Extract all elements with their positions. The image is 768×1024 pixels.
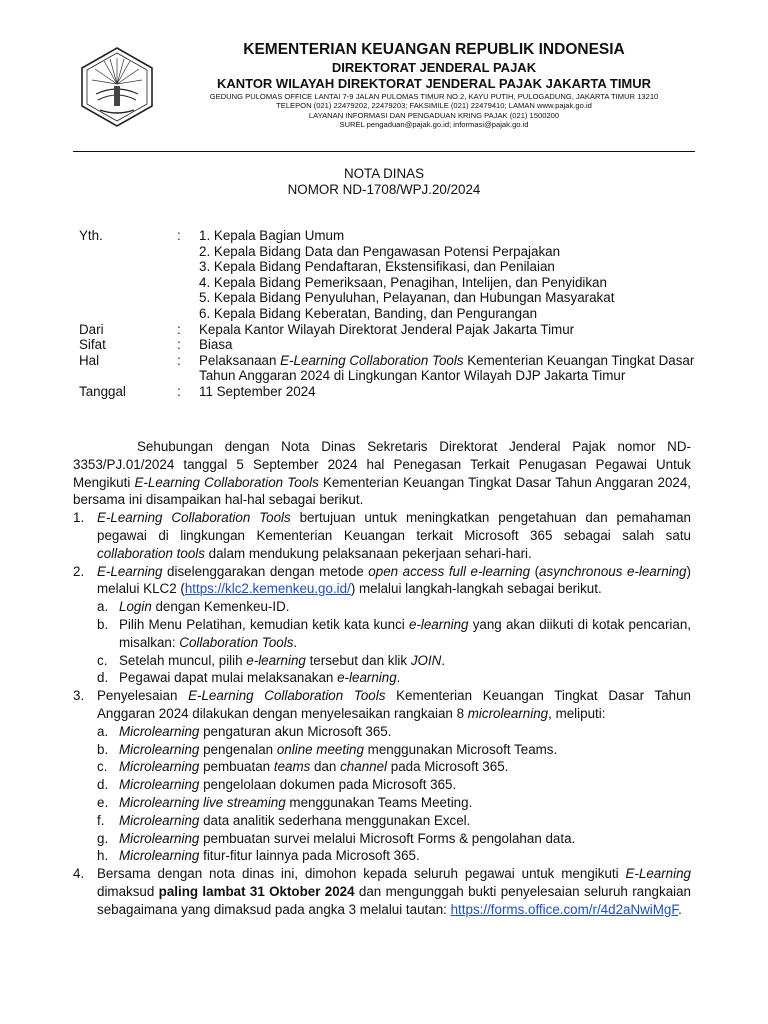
subject-row [79, 353, 697, 384]
text: E-Learning [97, 563, 163, 579]
colon: : [177, 337, 181, 353]
text: . [396, 670, 401, 686]
text: Microlearning [119, 759, 200, 775]
recipient-item: 5. Kepala Bidang Penyuluhan, Pelayanan, dan Hubungan Masyarakat [199, 290, 615, 306]
colon: : [177, 383, 181, 399]
text: E-Learning Collaboration Tools [188, 688, 386, 704]
item-text [119, 758, 691, 776]
text: E-Learning Collaboration Tools [134, 474, 319, 490]
item-letter: h. [97, 848, 109, 864]
recipient-item: 2. Kepala Bidang Data dan Pengawasan Potensi Perpajakan [199, 243, 561, 259]
hal-text: Kementerian Keuangan Tingkat Dasar Tahun Anggaran 2024 di Lingkungan Kantor Wilayah DJP Jakarta Timur [199, 352, 695, 384]
text: Microlearning [119, 812, 200, 828]
text: channel [340, 759, 388, 775]
step-text [119, 616, 691, 652]
text: dimaksud [97, 883, 159, 899]
text: fitur-fitur lainnya pada Microsoft 365. [199, 848, 420, 864]
text: Kementerian Keuangan Tingkat Dasar Tahun Anggaran 2024 dilakukan dengan menyelesaikan rangkaian 8 [97, 688, 691, 721]
step-a [97, 598, 691, 616]
item-letter: c. [97, 759, 108, 775]
microlearning-c [97, 758, 691, 776]
text: dengan Kemenkeu-ID. [151, 599, 290, 615]
text: microlearning [467, 705, 549, 721]
document-title [73, 166, 695, 198]
point-3 [73, 687, 691, 865]
text: ) melalui langkah-langkah sebagai berikut. [350, 581, 602, 597]
dari-value: Kepala Kantor Wilayah Direktorat Jenderal Pajak Jakarta Timur [199, 321, 575, 337]
point-1 [73, 509, 691, 562]
letterhead-divider [73, 151, 695, 152]
hal-italic: E-Learning Collaboration Tools [280, 352, 464, 368]
text: E-Learning Collaboration Tools [97, 510, 291, 526]
text: . [293, 634, 298, 650]
point-2-lead [97, 563, 691, 599]
step-letter: b. [97, 616, 109, 632]
text: Microlearning [119, 723, 200, 739]
sender-row [79, 322, 697, 338]
item-letter: a. [97, 723, 109, 739]
item-text [119, 794, 691, 812]
text: , meliputi: [548, 705, 606, 721]
item-text [119, 812, 691, 830]
sifat-label: Sifat [79, 337, 106, 353]
item-text [119, 830, 691, 848]
office-address: GEDUNG PULOMAS OFFICE LANTAI 7-9 JALAN PULOMAS TIMUR NO.2, KAYU PUTIH, PULOGADUNG, JAKARTA TIMUR 13210 [209, 91, 659, 101]
text: asynchronous e-learning [539, 563, 687, 579]
text: online meeting [276, 741, 364, 757]
document-type: NOTA DINAS [343, 166, 425, 181]
text: pembuatan survei melalui Microsoft Forms & pengolahan data. [199, 830, 576, 846]
step-letter: c. [97, 652, 108, 668]
text: Setelah muncul, pilih [119, 652, 247, 668]
office-service: LAYANAN INFORMASI DAN PENGADUAN KRING PAJAK (021) 1500200 [308, 110, 560, 120]
step-text [119, 598, 691, 616]
memo-body [73, 438, 691, 919]
document-number: NOMOR ND-1708/WPJ.20/2024 [287, 182, 481, 197]
text: Login [119, 599, 152, 615]
colon: : [177, 228, 181, 243]
item-text [119, 847, 691, 865]
nature-row [79, 337, 697, 353]
recipient-row [79, 228, 697, 322]
recipient-item: 4. Kepala Bidang Pemeriksaan, Penagihan, Intelijen, dan Penyidikan [199, 274, 607, 290]
yth-label: Yth. [79, 228, 103, 243]
step-b [97, 616, 691, 652]
item-letter: b. [97, 741, 109, 757]
deadline-text: paling lambat 31 Oktober 2024 [158, 883, 355, 899]
text: E-Learning [625, 866, 691, 882]
text: pembuatan [199, 759, 274, 775]
item-text [119, 741, 691, 759]
text: bertujuan untuk meningkatkan pengetahuan dan pemahaman pegawai di lingkungan Kementerian Keuangan terkait Microsoft 365 sebagai salah satu [97, 510, 692, 543]
tanggal-value: 11 September 2024 [199, 383, 316, 399]
text: Pegawai dapat mulai melaksanakan [119, 670, 338, 686]
text: Microlearning [119, 777, 200, 793]
step-d [97, 669, 691, 687]
point-3-lead [97, 687, 691, 723]
office-email: SUREL pengaduan@pajak.go.id; informasi@pajak.go.id [339, 120, 529, 130]
hal-text: Pelaksanaan [199, 352, 281, 368]
text: Bersama dengan nota dinas ini, dimohon kepada seluruh pegawai untuk mengikuti [97, 866, 626, 882]
text: Pilih Menu Pelatihan, kemudian ketik kata kunci [119, 616, 409, 632]
text: diselenggarakan dengan metode [162, 563, 369, 579]
recipient-item: 3. Kepala Bidang Pendaftaran, Ekstensifikasi, dan Penilaian [199, 259, 555, 275]
point-number: 4. [73, 866, 85, 882]
sifat-value: Biasa [199, 337, 233, 353]
text: dan mengunggah bukti penyelesaian seluruh rangkaian sebagaimana yang dimaksud pada angka 3 melalui tautan: [97, 883, 692, 917]
forms-link[interactable]: https://forms.office.com/r/4d2aNwiMgF [450, 901, 679, 917]
text: JOIN [410, 652, 442, 668]
text: e-learning [246, 652, 306, 668]
text: e-learning [408, 616, 469, 632]
text: pada Microsoft 365. [387, 759, 509, 775]
text: Collaboration Tools [179, 634, 294, 650]
hal-value [199, 353, 697, 384]
klc2-link[interactable]: https://klc2.kemenkeu.go.id/ [184, 581, 351, 597]
text: Microlearning [119, 830, 200, 846]
kemenkeu-emblem-icon [74, 44, 160, 130]
dari-label: Dari [79, 321, 104, 337]
point-text [97, 865, 691, 918]
microlearning-g [97, 830, 691, 848]
microlearning-h [97, 847, 691, 865]
text: pengaturan akun Microsoft 365. [199, 723, 392, 739]
step-text [119, 652, 691, 670]
memo-header [79, 228, 697, 400]
point-text [97, 509, 691, 562]
date-row [79, 384, 697, 400]
colon: : [177, 352, 181, 368]
point-number: 3. [73, 688, 85, 704]
item-letter: e. [97, 794, 109, 810]
text: collaboration tools [97, 545, 205, 561]
text: ) melalui KLC2 ( [97, 563, 691, 597]
text: Kementerian Keuangan Tingkat Dasar Tahun Anggaran 2024, bersama ini disampaikan hal-hal sebagai berikut. [73, 474, 692, 508]
item-letter: d. [97, 777, 109, 793]
text: ( [530, 563, 540, 579]
text: dan [310, 759, 341, 775]
microlearning-b [97, 741, 691, 759]
recipient-list [199, 228, 697, 322]
text: dalam mendukung pelaksanaan pekerjaan sehari-hari. [204, 545, 532, 561]
point-number: 2. [73, 563, 85, 579]
item-letter: f. [97, 812, 105, 828]
office-name: KANTOR WILAYAH DIREKTORAT JENDERAL PAJAK JAKARTA TIMUR [216, 75, 652, 91]
recipient-item: 6. Kepala Bidang Keberatan, Banding, dan Pengurangan [199, 305, 538, 321]
text: e-learning [337, 670, 397, 686]
text: pengenalan [199, 741, 277, 757]
step-letter: a. [97, 599, 109, 615]
tanggal-label: Tanggal [79, 383, 126, 399]
text: Sehubungan dengan Nota Dinas Sekretaris Direktorat Jenderal Pajak nomor ND-3353/PJ.01/2024 tanggal 5 September 2024 hal Penegasan Terkait Penugasan Pegawai Untuk Mengikuti [73, 439, 691, 490]
text: Microlearning [119, 741, 200, 757]
text: teams [273, 759, 311, 775]
text: . [441, 652, 446, 668]
text: data analitik sederhana menggunakan Excel. [199, 812, 471, 828]
step-c [97, 652, 691, 670]
text: open access full e-learning [368, 563, 531, 579]
step-text [119, 669, 691, 687]
colon: : [177, 321, 181, 337]
ministry-name: KEMENTERIAN KEUANGAN REPUBLIK INDONESIA [243, 41, 625, 58]
step-letter: d. [97, 670, 109, 686]
microlearning-d [97, 776, 691, 794]
intro-paragraph [73, 438, 691, 509]
microlearning-e [97, 794, 691, 812]
text: Microlearning [119, 848, 200, 864]
point-4 [73, 865, 691, 918]
letterhead [168, 42, 700, 130]
text: yang akan diikuti di kotak pencarian, misalkan: [119, 616, 691, 650]
text: menggunakan Microsoft Teams. [363, 741, 558, 757]
hal-label: Hal [79, 352, 100, 368]
text: pengelolaan dokumen pada Microsoft 365. [199, 777, 457, 793]
text: Microlearning live streaming [119, 794, 286, 810]
text: menggunakan Teams Meeting. [285, 794, 473, 810]
microlearning-a [97, 723, 691, 741]
point-text [97, 563, 691, 688]
point-text [97, 687, 691, 865]
office-phone: TELEPON (021) 22479202, 22479203; FAKSIMILE (021) 22479410; LAMAN www.pajak.go.id [276, 101, 592, 111]
text: tersebut dan klik [305, 652, 411, 668]
microlearning-f [97, 812, 691, 830]
directorate-name: DIREKTORAT JENDERAL PAJAK [331, 59, 537, 75]
point-number: 1. [73, 510, 85, 526]
item-text [119, 723, 691, 741]
item-letter: g. [97, 830, 109, 846]
recipient-item: 1. Kepala Bagian Umum [199, 228, 345, 243]
text: Penyelesaian [97, 688, 189, 704]
text: . [678, 901, 682, 917]
item-text [119, 776, 691, 794]
point-2 [73, 563, 691, 688]
